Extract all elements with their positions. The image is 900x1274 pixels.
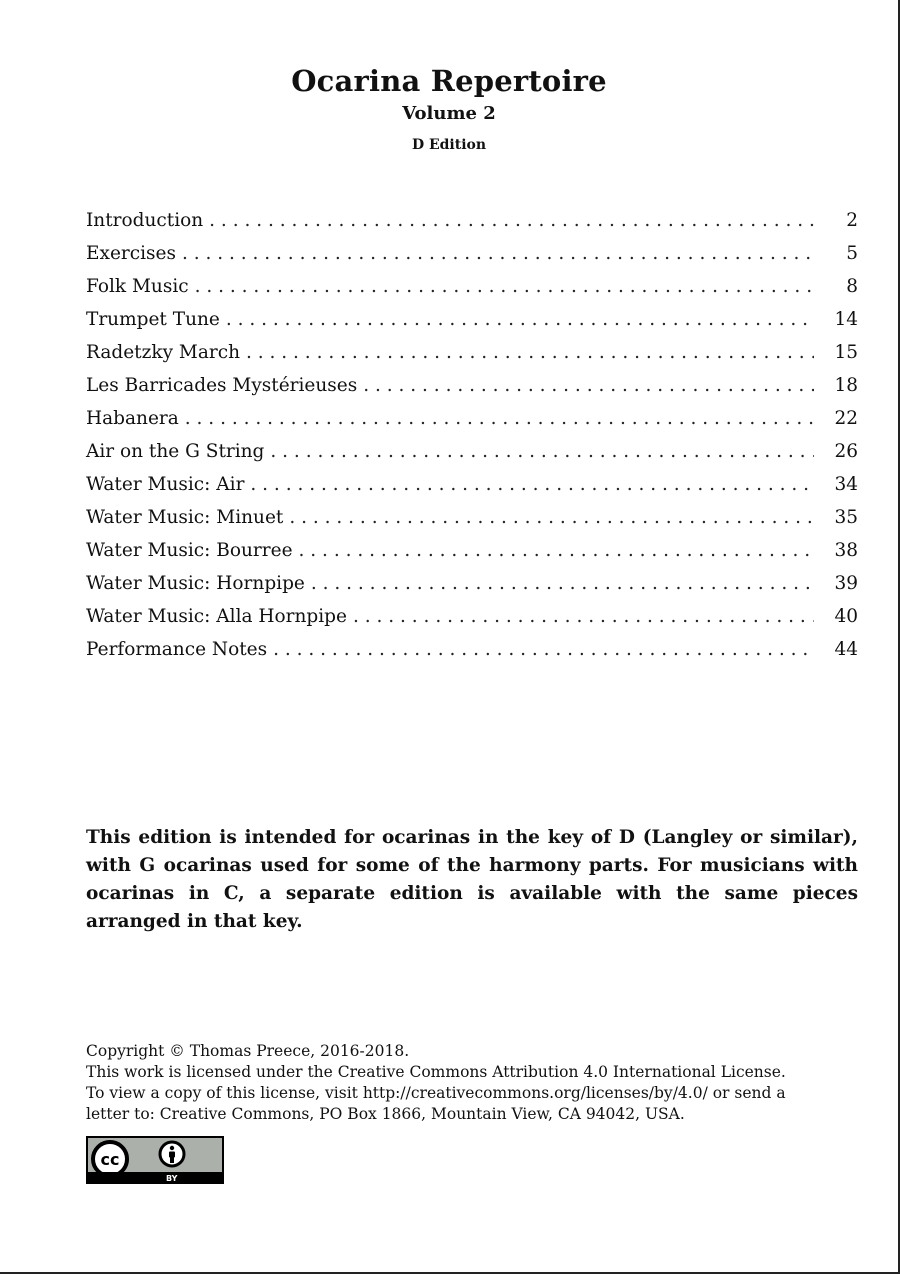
toc-entry-page: 2 [846, 210, 858, 231]
toc-entry[interactable] [86, 540, 858, 573]
toc-entry-title: Folk Music [86, 276, 189, 297]
toc-leader-dots [363, 375, 814, 396]
toc-entry-page: 39 [834, 573, 858, 594]
toc-leader-dots [195, 276, 814, 297]
toc-entry-title: Trumpet Tune [86, 309, 220, 330]
toc-entry[interactable] [86, 606, 858, 639]
toc-entry-title: Les Barricades Mystérieuses [86, 375, 358, 396]
toc-leader-dots [226, 309, 814, 330]
edition-notice: This edition is intended for ocarinas in the key of D (Langley or similar), with G ocarinas used for some of the harmony parts. For musicians with ocarinas in C, a separate edition is available with the same pieces arranged in that key. [86, 826, 858, 932]
toc-entry[interactable] [86, 639, 858, 672]
toc-entry-page: 34 [834, 474, 858, 495]
toc-leader-dots [182, 243, 814, 264]
toc-leader-dots [246, 342, 814, 363]
volume-subtitle: Volume 2 [402, 103, 496, 124]
toc-entry-title: Water Music: Alla Hornpipe [86, 606, 347, 627]
toc-entry[interactable] [86, 474, 858, 507]
toc-leader-dots [273, 639, 814, 660]
toc-entry-title: Exercises [86, 243, 176, 264]
toc-entry-title: Water Music: Air [86, 474, 245, 495]
toc-entry-title: Water Music: Hornpipe [86, 573, 305, 594]
cc-icon-label: cc [100, 1150, 120, 1169]
toc-entry-page: 18 [834, 375, 858, 396]
toc-entry-page: 38 [834, 540, 858, 561]
toc-entry[interactable] [86, 573, 858, 606]
copyright-block [86, 1041, 866, 1125]
edition-label: D Edition [411, 137, 487, 153]
table-of-contents [86, 210, 858, 672]
cc-by-label: BY [166, 1174, 178, 1183]
toc-entry-page: 8 [846, 276, 858, 297]
cc-badge-band [88, 1172, 222, 1182]
toc-entry[interactable] [86, 408, 858, 441]
toc-leader-dots [250, 474, 814, 495]
toc-entry-page: 40 [834, 606, 858, 627]
toc-entry[interactable] [86, 210, 858, 243]
document-title: Ocarina Repertoire [291, 64, 607, 98]
toc-entry-title: Water Music: Bourree [86, 540, 293, 561]
toc-entry[interactable] [86, 276, 858, 309]
toc-entry-title: Water Music: Minuet [86, 507, 284, 528]
toc-entry[interactable] [86, 309, 858, 342]
copyright-line: Copyright © Thomas Preece, 2016-2018. [86, 1042, 410, 1060]
toc-leader-dots [353, 606, 814, 627]
toc-entry-page: 44 [834, 639, 858, 660]
toc-entry[interactable] [86, 342, 858, 375]
toc-entry-page: 35 [834, 507, 858, 528]
license-line: This work is licensed under the Creative Commons Attribution 4.0 International License. [86, 1063, 786, 1081]
cc-by-license-badge[interactable] [86, 1136, 224, 1184]
license-url-line: To view a copy of this license, visit http://creativecommons.org/licenses/by/4.0/ or send a [86, 1084, 786, 1102]
toc-entry-title: Habanera [86, 408, 179, 429]
toc-entry[interactable] [86, 507, 858, 540]
toc-leader-dots [289, 507, 814, 528]
toc-entry[interactable] [86, 243, 858, 276]
toc-entry[interactable] [86, 441, 858, 474]
toc-entry-title: Performance Notes [86, 639, 268, 660]
toc-leader-dots [209, 210, 814, 231]
toc-entry-title: Air on the G String [86, 441, 265, 462]
attribution-person-icon [160, 1142, 184, 1166]
toc-entry-title: Introduction [86, 210, 204, 231]
toc-entry[interactable] [86, 375, 858, 408]
toc-entry-page: 26 [834, 441, 858, 462]
toc-entry-title: Radetzky March [86, 342, 240, 363]
toc-leader-dots [270, 441, 814, 462]
toc-entry-page: 22 [834, 408, 858, 429]
toc-leader-dots [311, 573, 814, 594]
toc-leader-dots [299, 540, 814, 561]
toc-leader-dots [185, 408, 814, 429]
toc-entry-page: 15 [834, 342, 858, 363]
toc-entry-page: 14 [834, 309, 858, 330]
license-address-line: letter to: Creative Commons, PO Box 1866, Mountain View, CA 94042, USA. [86, 1105, 685, 1123]
toc-entry-page: 5 [846, 243, 858, 264]
